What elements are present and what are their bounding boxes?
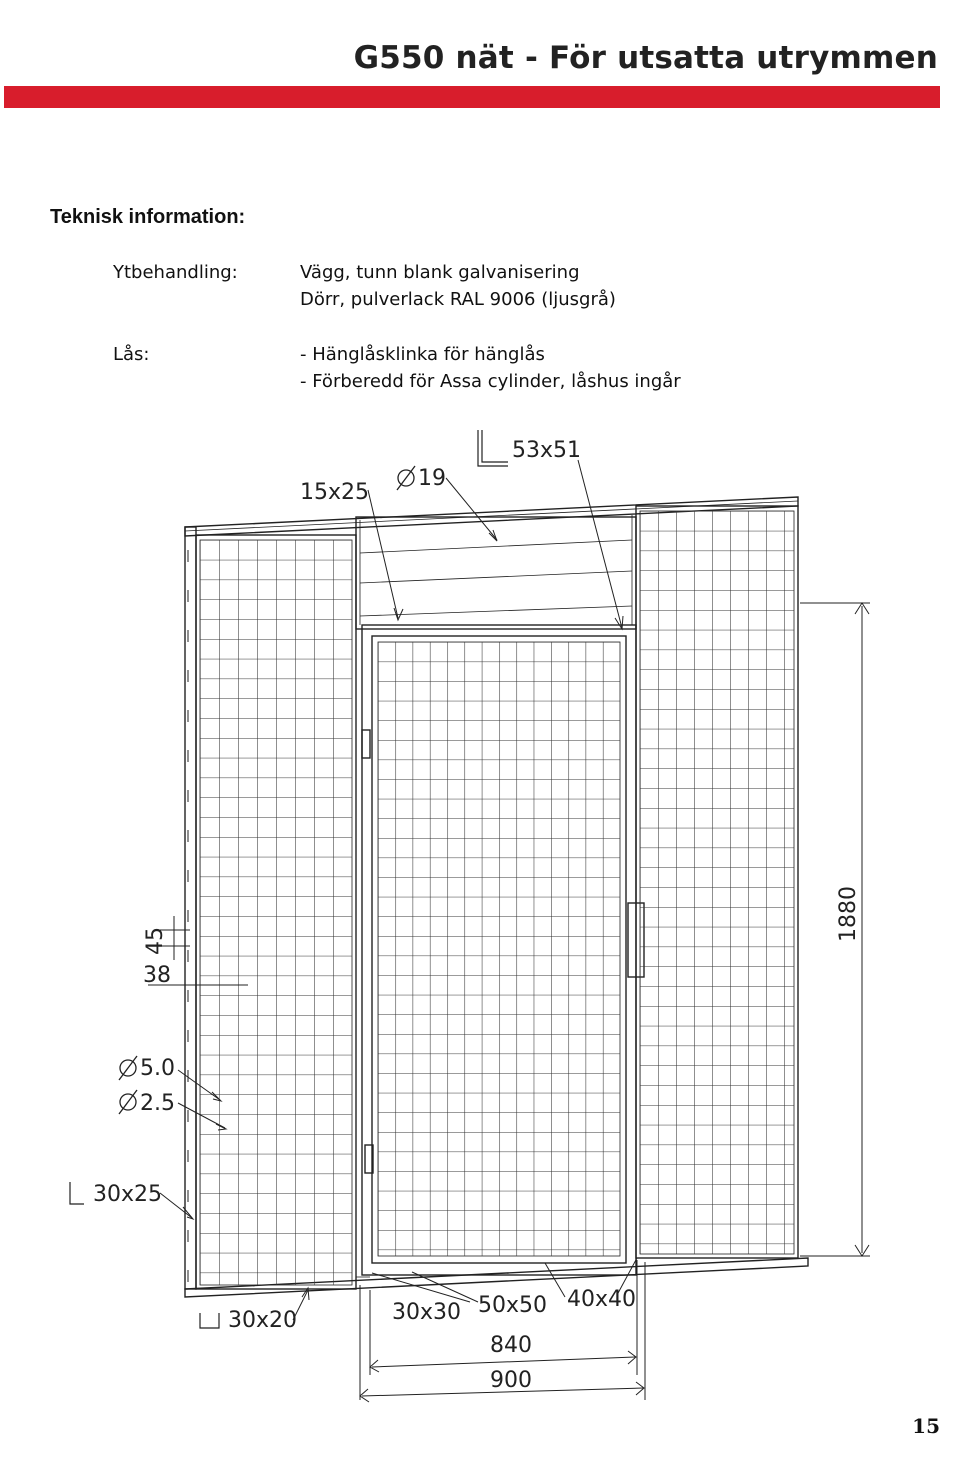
- dim-30x25: 30x25: [93, 1182, 163, 1207]
- dim-15x25: 15x25: [300, 480, 370, 505]
- dim-30x30: 30x30: [392, 1300, 462, 1325]
- info-label-lock: Lås:: [113, 344, 150, 365]
- dim-5-0: 5.0: [140, 1056, 175, 1081]
- dim-53x51: 53x51: [512, 438, 582, 463]
- door-mesh: [378, 642, 620, 1256]
- dim-19: 19: [418, 466, 446, 491]
- dim-50x50: 50x50: [478, 1293, 548, 1318]
- dim-2-5: 2.5: [140, 1091, 175, 1116]
- page-title: G550 nät - För utsatta utrymmen: [353, 40, 938, 76]
- info-line: Vägg, tunn blank galvanisering: [300, 262, 580, 283]
- angle-profile-icon: [70, 1182, 84, 1204]
- section-heading: Teknisk information:: [50, 206, 246, 228]
- dim-1880: 1880: [836, 886, 861, 942]
- dim-900: 900: [490, 1368, 532, 1393]
- hinge-upper: [362, 730, 370, 758]
- info-line: - Hänglåsklinka för hänglås: [300, 344, 545, 365]
- info-line: - Förberedd för Assa cylinder, låshus ingår: [300, 371, 681, 392]
- channel-profile-icon: [200, 1313, 219, 1328]
- dim-30x20: 30x20: [228, 1308, 298, 1333]
- right-mesh: [640, 511, 794, 1254]
- left-post: [185, 527, 196, 1289]
- page-number: 15: [912, 1414, 940, 1438]
- left-mesh: [200, 540, 352, 1285]
- dim-40x40: 40x40: [567, 1287, 637, 1312]
- dim-840: 840: [490, 1333, 532, 1358]
- dim-45: 45: [143, 927, 168, 955]
- dim-38: 38: [143, 963, 171, 988]
- info-label-surface: Ytbehandling:: [113, 262, 238, 283]
- info-line: Dörr, pulverlack RAL 9006 (ljusgrå): [300, 289, 616, 310]
